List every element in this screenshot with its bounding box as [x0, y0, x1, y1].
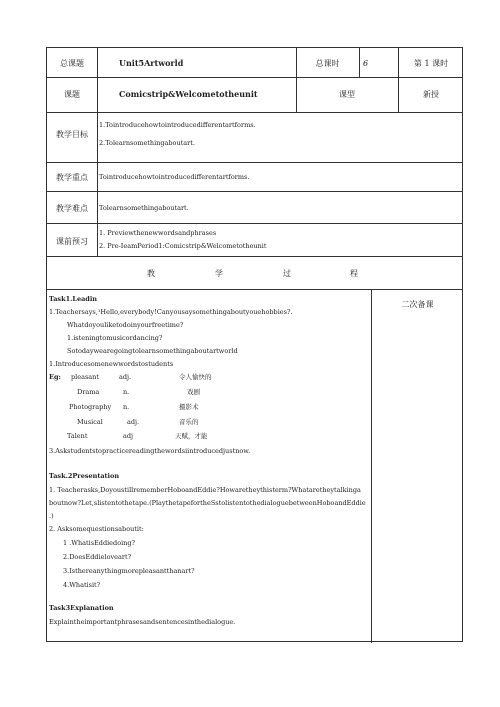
- vocab-meaning: 音乐的: [179, 418, 199, 426]
- question-item: 1 .WhatisEddiedoing?: [63, 539, 136, 547]
- row-divider: [47, 77, 462, 78]
- topic-value: Comicstrip&Welcometotheunit: [119, 89, 258, 99]
- key-points-label: 教学重点: [56, 173, 88, 182]
- question-item: 2.DoesEddieloveart?: [63, 553, 132, 561]
- task3-title: Task3Explanation: [49, 604, 114, 612]
- vocab-meaning: 摄影术: [179, 403, 199, 411]
- goal-line: 2.Tolearnsomethingaboutart.: [99, 139, 195, 147]
- lesson-plan-table: [46, 47, 463, 642]
- process-header-char: 学: [215, 269, 223, 278]
- course-label: 总课题: [60, 59, 84, 68]
- row-divider: [47, 162, 462, 163]
- lesson-type-label: 课型: [339, 90, 355, 99]
- preview-line: 1. Previewthenewwordsandphrases: [99, 229, 217, 237]
- process-header-char: 过: [283, 269, 291, 278]
- col-divider: [359, 48, 360, 77]
- task2-line: 2. Asksomequestionsaboutit:: [49, 525, 144, 533]
- col-divider: [97, 48, 98, 256]
- task2-title: Task.2Presentation: [49, 472, 120, 480]
- vocab-meaning: 戏剧: [187, 388, 200, 396]
- hours-label: 总课时: [315, 59, 340, 68]
- vocab-meaning: 天赋，才能: [175, 432, 208, 440]
- task1-line: Whatdoyouliketodoinyourfreetime?: [67, 321, 184, 329]
- task1-line: 1.Introducesomenewwordstostudents: [49, 360, 174, 368]
- col-divider: [371, 289, 372, 643]
- vocab-prefix: Eg:: [49, 373, 61, 381]
- vocab-pos: adj.: [119, 373, 132, 381]
- preview-line: 2. Pre-IeamPeriod1:Comicstrip&Welcometotheunit: [99, 242, 267, 250]
- vocab-word: Talent: [67, 432, 88, 440]
- process-header-char: 教: [147, 269, 155, 278]
- row-divider: [47, 191, 462, 192]
- course-value: Unit5Artworld: [119, 58, 184, 68]
- task2-line: 1. Teacherasks,DoyoustillrememberHoboandEddie?Howaretheythisterm?Whataretheytalkinga: [49, 486, 361, 494]
- key-points-value: Tointroducehowtointroducedifferentartforms.: [99, 173, 250, 181]
- vocab-pos: n.: [123, 388, 130, 396]
- difficulties-label: 教学难点: [56, 204, 88, 213]
- row-divider: [47, 256, 462, 257]
- lesson-number: 第 1 课时: [413, 59, 449, 68]
- task2-line: boutnow?Let,slistentothetape.(PlaythetapefortheSstolistentothedialoguebetweenHoboandEddie: [49, 499, 366, 507]
- vocab-word: Musical: [77, 418, 103, 426]
- process-header-char: 程: [350, 269, 358, 278]
- topic-label: 课题: [64, 90, 80, 99]
- vocab-pos: adj: [123, 432, 134, 440]
- row-divider: [47, 112, 462, 113]
- row-divider: [47, 289, 462, 290]
- vocab-word: Drama: [77, 388, 100, 396]
- vocab-word: Photography: [69, 403, 112, 411]
- vocab-meaning: 令人愉快的: [179, 373, 212, 381]
- second-prep-label: 二次备课: [401, 300, 434, 309]
- task1-line: Sotodaywearegoingtolearnsomethingaboutartworld: [67, 347, 238, 355]
- preview-label: 课前预习: [56, 237, 88, 246]
- vocab-pos: n.: [123, 403, 130, 411]
- question-item: 3.Isthereanythingmorepleasantthanart?: [63, 567, 195, 575]
- lesson-type-value: 新授: [423, 90, 439, 99]
- task1-title: Task1.Leadin: [49, 295, 98, 303]
- goal-line: 1.Tointroducehowtointroducedifferentartforms.: [99, 121, 256, 129]
- vocab-word: pleasant: [71, 373, 99, 381]
- hours-value: 6: [363, 59, 369, 68]
- task3-line: Explaintheimportantphrasesandsentencesinthedialogue.: [49, 618, 236, 626]
- task2-line: .): [49, 512, 54, 520]
- question-item: 4.Whatisit?: [63, 581, 101, 589]
- vocab-pos: adj.: [127, 418, 140, 426]
- goals-label: 教学目标: [56, 130, 88, 139]
- task1-line: 1.Teachersays,¹Hello,everybody!Canyousaysomethingaboutyouehobbies?.: [49, 308, 293, 316]
- task1-line: 3.Askstudentstopracticereadingthewordsiintroducedjustnow.: [49, 447, 251, 455]
- task1-line: 1.isteningtomusicordancing?: [67, 334, 163, 342]
- difficulties-value: Tolearnsomethingaboutart.: [99, 204, 189, 212]
- row-divider: [47, 223, 462, 224]
